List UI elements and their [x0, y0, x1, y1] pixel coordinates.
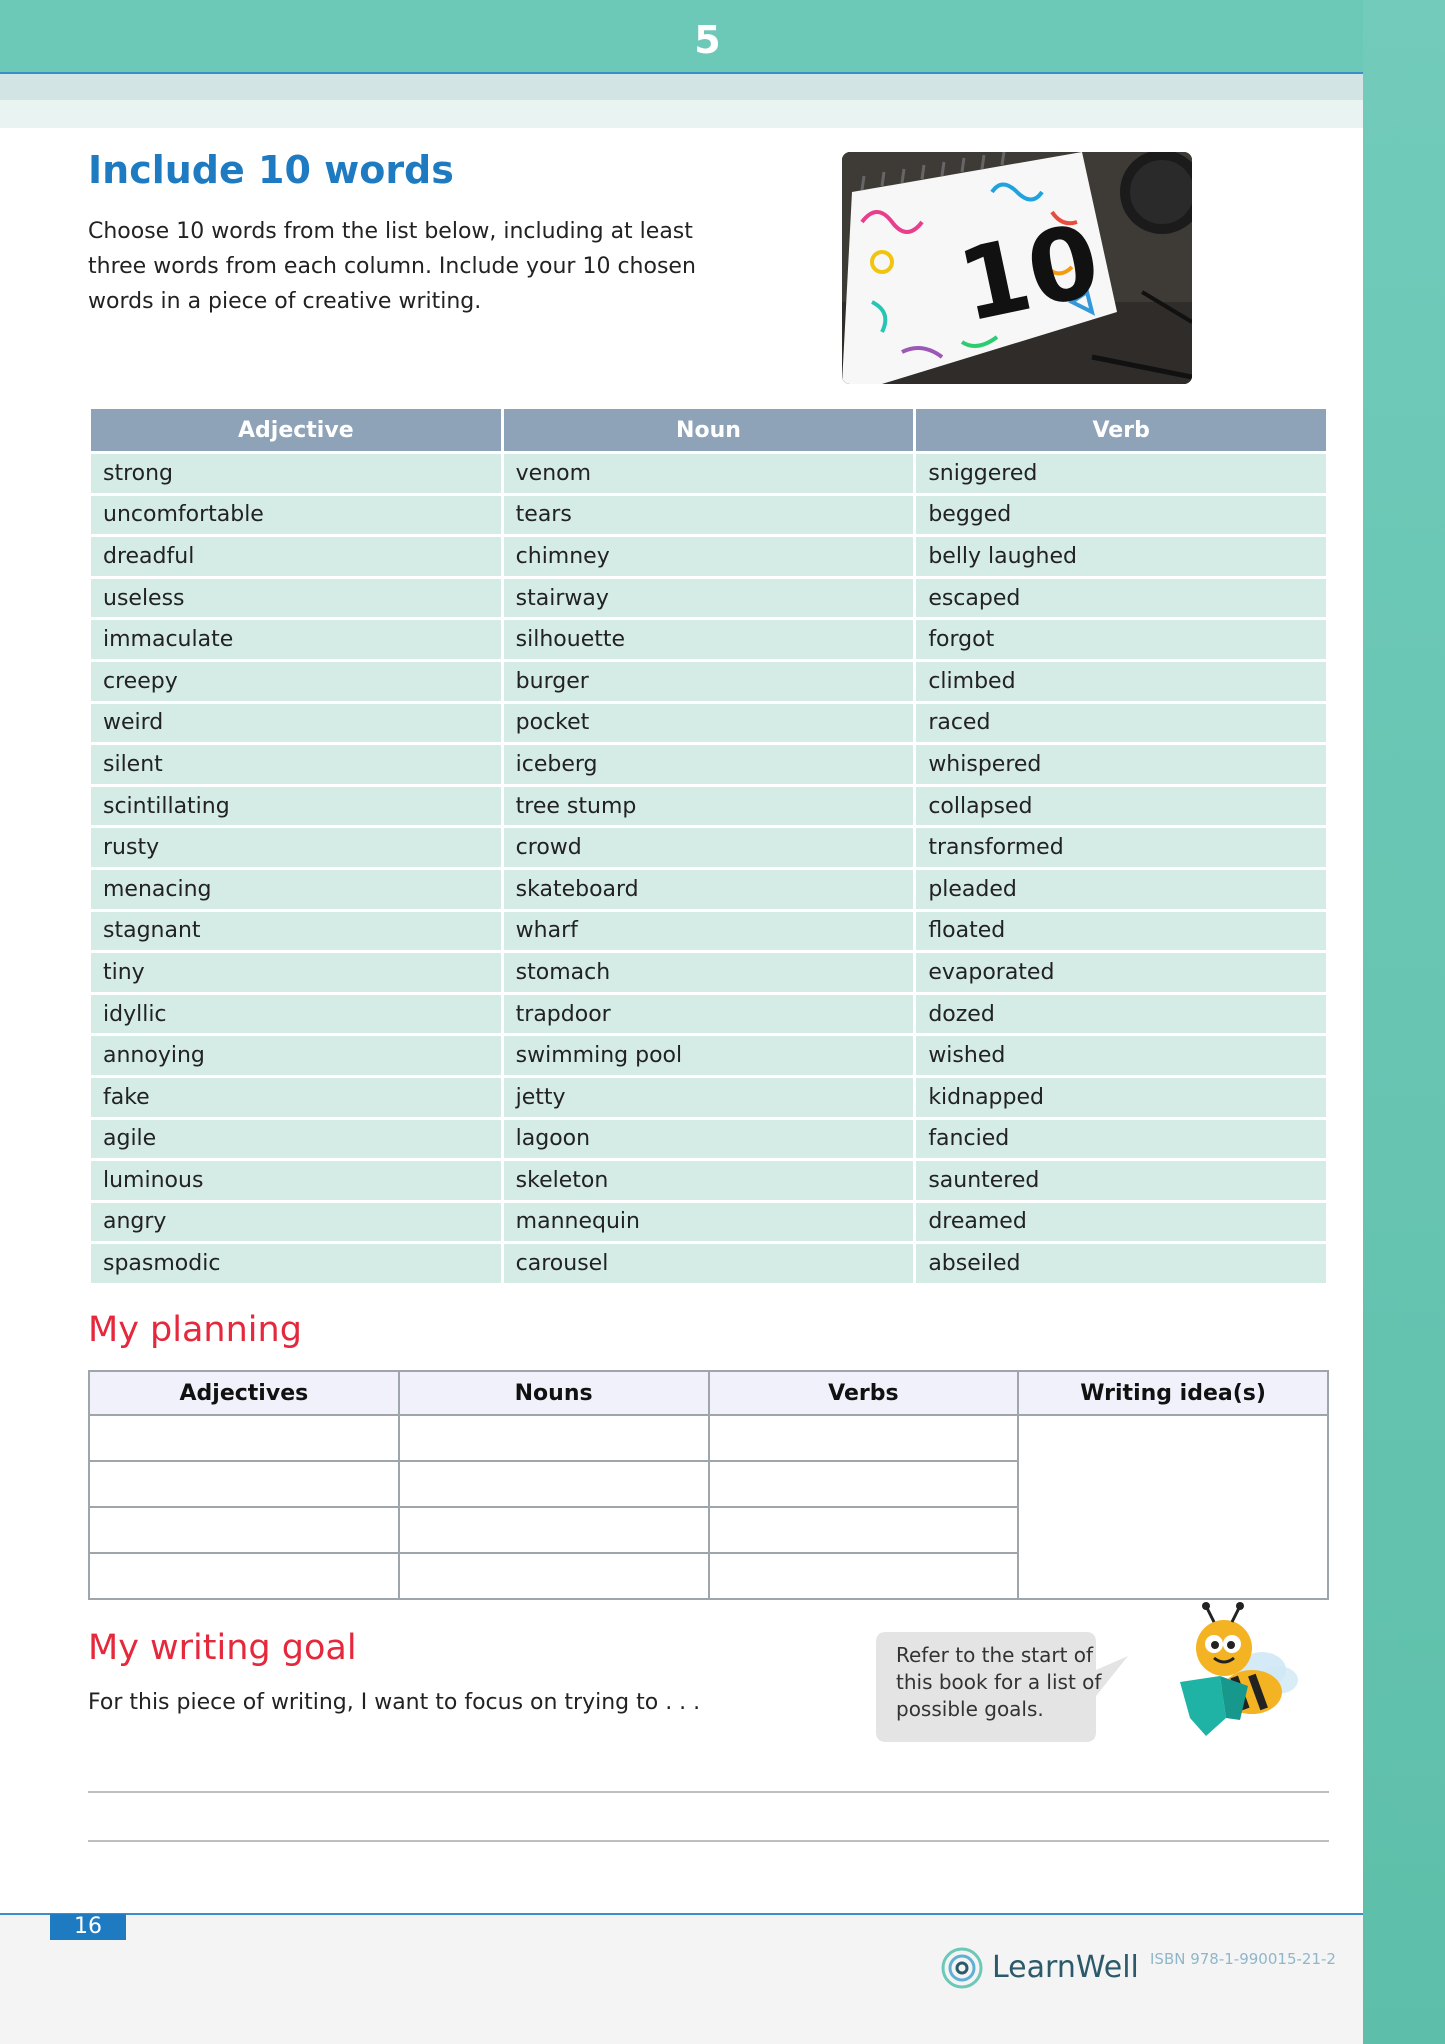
notebook-10-photo: [842, 152, 1192, 384]
word-cell-adjective: tiny: [91, 953, 501, 992]
word-row: [91, 1120, 1326, 1159]
word-cell-adjective: immaculate: [91, 620, 501, 659]
word-cell-adjective: annoying: [91, 1036, 501, 1075]
page-title: Include 10 words: [88, 148, 454, 192]
bee-reading-icon: [1170, 1600, 1310, 1740]
word-cell-verb: escaped: [916, 579, 1326, 618]
word-row: [91, 704, 1326, 743]
word-cell-noun: lagoon: [504, 1120, 914, 1159]
word-cell-verb: begged: [916, 496, 1326, 535]
planning-cell-adjective[interactable]: [89, 1461, 399, 1507]
side-decoration-band: [1363, 0, 1445, 2044]
word-row: [91, 496, 1326, 535]
word-row: [91, 745, 1326, 784]
word-row: [91, 579, 1326, 618]
word-cell-noun: skateboard: [504, 870, 914, 909]
planning-header-nouns: Nouns: [399, 1371, 709, 1415]
word-cell-noun: wharf: [504, 912, 914, 951]
planning-cell-verb[interactable]: [709, 1415, 1019, 1461]
word-cell-verb: abseiled: [916, 1244, 1326, 1283]
word-bank-table: [88, 406, 1329, 1286]
word-cell-noun: pocket: [504, 704, 914, 743]
word-cell-verb: wished: [916, 1036, 1326, 1075]
isbn: ISBN 978-1-990015-21-2: [1150, 1950, 1336, 1968]
writing-line-2[interactable]: [88, 1840, 1329, 1842]
word-cell-verb: belly laughed: [916, 537, 1326, 576]
word-cell-adjective: strong: [91, 454, 501, 493]
word-cell-adjective: agile: [91, 1120, 501, 1159]
word-row: [91, 537, 1326, 576]
word-cell-verb: climbed: [916, 662, 1326, 701]
word-cell-noun: crowd: [504, 828, 914, 867]
column-header-verb: Verb: [916, 409, 1326, 451]
word-cell-adjective: spasmodic: [91, 1244, 501, 1283]
planning-cell-noun[interactable]: [399, 1507, 709, 1553]
word-cell-verb: whispered: [916, 745, 1326, 784]
planning-cell-verb[interactable]: [709, 1553, 1019, 1599]
word-cell-noun: swimming pool: [504, 1036, 914, 1075]
word-row: [91, 1244, 1326, 1283]
word-row: [91, 912, 1326, 951]
word-cell-noun: venom: [504, 454, 914, 493]
word-row: [91, 828, 1326, 867]
word-cell-noun: mannequin: [504, 1203, 914, 1242]
word-cell-adjective: angry: [91, 1203, 501, 1242]
word-row: [91, 787, 1326, 826]
word-cell-adjective: useless: [91, 579, 501, 618]
word-cell-noun: jetty: [504, 1078, 914, 1117]
word-row: [91, 1078, 1326, 1117]
word-cell-noun: burger: [504, 662, 914, 701]
planning-table: [88, 1370, 1329, 1600]
word-cell-verb: collapsed: [916, 787, 1326, 826]
planning-cell-verb[interactable]: [709, 1461, 1019, 1507]
word-cell-adjective: weird: [91, 704, 501, 743]
header-sub-bar: [0, 74, 1363, 100]
goals-callout: [876, 1628, 1136, 1744]
word-cell-noun: iceberg: [504, 745, 914, 784]
planning-cell-noun[interactable]: [399, 1553, 709, 1599]
word-cell-verb: fancied: [916, 1120, 1326, 1159]
planning-cell-adjective[interactable]: [89, 1553, 399, 1599]
word-cell-verb: transformed: [916, 828, 1326, 867]
word-row: [91, 995, 1326, 1034]
word-cell-verb: forgot: [916, 620, 1326, 659]
learnwell-logo: [940, 1944, 1140, 1994]
word-cell-adjective: stagnant: [91, 912, 501, 951]
word-row: [91, 953, 1326, 992]
word-cell-verb: raced: [916, 704, 1326, 743]
word-cell-noun: stairway: [504, 579, 914, 618]
word-row: [91, 1203, 1326, 1242]
writing-line-1[interactable]: [88, 1791, 1329, 1793]
word-row: [91, 620, 1326, 659]
word-cell-verb: pleaded: [916, 870, 1326, 909]
word-cell-noun: silhouette: [504, 620, 914, 659]
word-cell-adjective: silent: [91, 745, 501, 784]
word-cell-noun: carousel: [504, 1244, 914, 1283]
word-cell-verb: dreamed: [916, 1203, 1326, 1242]
planning-cell-noun[interactable]: [399, 1461, 709, 1507]
planning-cell-writing-ideas[interactable]: [1018, 1415, 1328, 1599]
chapter-number: 5: [694, 18, 721, 62]
word-row: [91, 870, 1326, 909]
callout-text: Refer to the start of this book for a list of possible goals.: [896, 1643, 1102, 1721]
word-cell-adjective: fake: [91, 1078, 501, 1117]
word-cell-noun: skeleton: [504, 1161, 914, 1200]
column-header-adjective: Adjective: [91, 409, 501, 451]
word-row: [91, 1161, 1326, 1200]
planning-header-verbs: Verbs: [709, 1371, 1019, 1415]
word-cell-adjective: luminous: [91, 1161, 501, 1200]
header-sub-bar-light: [0, 100, 1363, 128]
footer-rule: [0, 1913, 1363, 1915]
planning-cell-noun[interactable]: [399, 1415, 709, 1461]
word-row: [91, 454, 1326, 493]
word-cell-noun: stomach: [504, 953, 914, 992]
word-cell-noun: tears: [504, 496, 914, 535]
planning-heading: My planning: [88, 1310, 302, 1350]
word-cell-adjective: creepy: [91, 662, 501, 701]
word-cell-verb: evaporated: [916, 953, 1326, 992]
word-cell-noun: tree stump: [504, 787, 914, 826]
planning-header-adjectives: Adjectives: [89, 1371, 399, 1415]
instructions: Choose 10 words from the list below, including at least three words from each column. Include your 10 chosen words in a piece of creative writing.: [88, 219, 696, 314]
word-row: [91, 1036, 1326, 1075]
word-cell-adjective: rusty: [91, 828, 501, 867]
word-cell-noun: chimney: [504, 537, 914, 576]
word-cell-verb: sauntered: [916, 1161, 1326, 1200]
word-cell-adjective: scintillating: [91, 787, 501, 826]
word-cell-verb: floated: [916, 912, 1326, 951]
page-number: 16: [50, 1914, 126, 1940]
writing-goal-heading: My writing goal: [88, 1628, 357, 1668]
word-cell-adjective: menacing: [91, 870, 501, 909]
word-cell-adjective: idyllic: [91, 995, 501, 1034]
planning-cell-adjective[interactable]: [89, 1507, 399, 1553]
planning-header-writing-ideas: Writing idea(s): [1018, 1371, 1328, 1415]
planning-cell-verb[interactable]: [709, 1507, 1019, 1553]
word-cell-noun: trapdoor: [504, 995, 914, 1034]
notebook-number: 10: [948, 201, 1110, 345]
writing-goal-prompt: For this piece of writing, I want to focus on trying to . . .: [88, 1690, 701, 1715]
brand-name: LearnWell: [992, 1950, 1139, 1985]
word-cell-verb: sniggered: [916, 454, 1326, 493]
word-cell-verb: kidnapped: [916, 1078, 1326, 1117]
learnwell-swirl-icon: [940, 1946, 984, 1990]
word-cell-verb: dozed: [916, 995, 1326, 1034]
word-cell-adjective: uncomfortable: [91, 496, 501, 535]
word-row: [91, 662, 1326, 701]
planning-cell-adjective[interactable]: [89, 1415, 399, 1461]
column-header-noun: Noun: [504, 409, 914, 451]
word-cell-adjective: dreadful: [91, 537, 501, 576]
